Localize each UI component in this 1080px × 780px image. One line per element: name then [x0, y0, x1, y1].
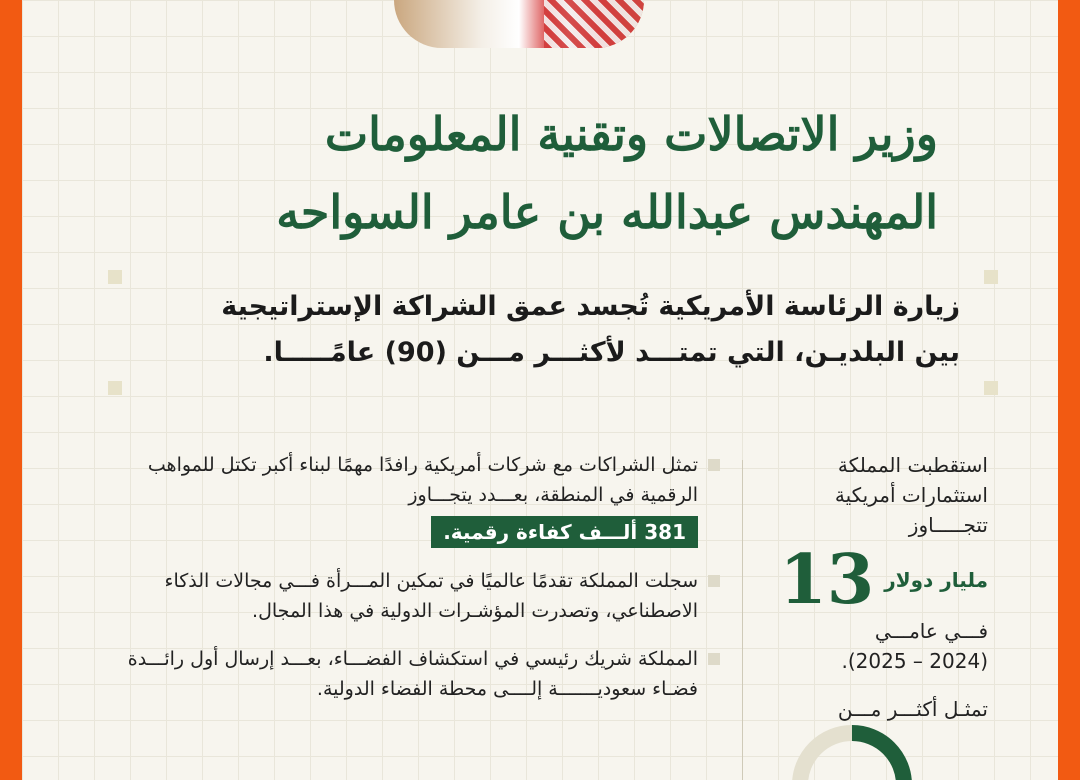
- corner-mark: [984, 381, 998, 395]
- bullet-text: تمثل الشراكات مع شركات أمريكية رافدًا مهمًا لبناء أكبر تكتل للمواهب الرقمية في المنطقة، بعـــدد يتجـــاوز: [147, 454, 698, 506]
- investment-stat: [762, 450, 988, 724]
- bullet-text: المملكة شريك رئيسي في استكشاف الفضـــاء، بعـــد إرسال أول رائـــدة فضـاء سعوديـــــــة إلــــى محطة الفضاء الدولية.: [127, 648, 698, 700]
- bullet-square-icon: [708, 653, 720, 665]
- stat-unit: مليار دولار: [884, 568, 988, 592]
- title-line-1: وزير الاتصالات وتقنية المعلومات: [324, 107, 938, 161]
- stat-tail-1: فـــي عامـــي: [874, 619, 988, 643]
- infographic-card: [22, 0, 1058, 780]
- portrait-photo: [394, 0, 644, 48]
- bullet-square-icon: [708, 575, 720, 587]
- list-item: [110, 450, 720, 548]
- stat-lead: استقطبت المملكة استثمارات أمريكية تتجـــــاوز: [834, 453, 988, 537]
- corner-mark: [108, 381, 122, 395]
- subtitle-text: [140, 284, 960, 376]
- donut-track: [800, 733, 852, 780]
- stat-tail-2: (2024 – 2025).: [841, 649, 988, 673]
- subtitle-line-1: زيارة الرئاسة الأمريكية تُجسد عمق الشراكة الإستراتيجية: [221, 291, 960, 322]
- stat-next: تمثـل أكثـــر مـــن: [837, 697, 988, 721]
- donut-fill: [852, 733, 904, 780]
- corner-mark: [984, 270, 998, 284]
- list-item: [110, 644, 720, 704]
- column-divider: [742, 460, 743, 780]
- donut-chart-partial: [782, 725, 922, 780]
- highlight-badge: 381 ألـــف كفاءة رقمية.: [431, 516, 698, 548]
- bullet-list: [110, 450, 720, 722]
- stat-number-row: [762, 540, 988, 620]
- page-title: [78, 95, 938, 251]
- list-item: [110, 566, 720, 626]
- stat-number: 13: [779, 540, 875, 620]
- title-line-2: المهندس عبدالله بن عامر السواحه: [276, 185, 938, 239]
- shemagh-pattern: [544, 0, 644, 48]
- bullet-square-icon: [708, 459, 720, 471]
- corner-mark: [108, 270, 122, 284]
- subtitle-box: [108, 270, 998, 395]
- bullet-text: سجلت المملكة تقدمًا عالميًا في تمكين المـــرأة فـــي مجالات الذكاء الاصطناعي، وتصدرت المؤشـرات الدولية في هذا المجال.: [164, 570, 698, 622]
- subtitle-line-2: بين البلديـن، التي تمتـــد لأكثـــر مـــن (90) عامًـــــا.: [263, 337, 960, 368]
